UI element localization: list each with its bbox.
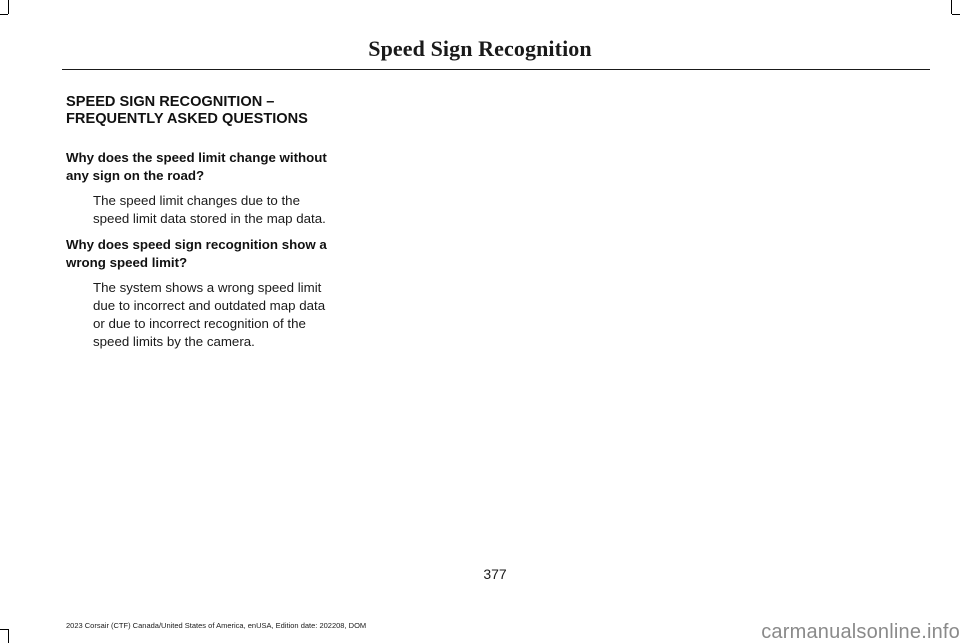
crop-mark-bottom-left-horizontal [0,629,8,630]
page-header-title: Speed Sign Recognition [368,36,592,61]
faq-question-line: wrong speed limit? [66,255,188,270]
section-heading-line: FREQUENTLY ASKED QUESTIONS [66,111,308,127]
faq-answer-line: The speed limit changes due to the [93,193,300,208]
header-rule [62,69,930,70]
crop-mark-bottom-left-vertical [8,629,9,643]
faq-answer-line: speed limit data stored in the map data. [93,211,326,226]
crop-mark-top-right-horizontal [952,14,960,15]
faq-question-line: any sign on the road? [66,168,205,183]
page-content [66,94,346,359]
watermark-link[interactable]: carmanualsonline.info [761,621,960,643]
faq-question-line: Why does speed sign recognition show a [66,237,327,252]
faq-question [66,236,346,272]
footer-edition-info: 2023 Corsair (CTF) Canada/United States of America, enUSA, Edition date: 202208, DOM [66,621,367,630]
crop-mark-top-left-horizontal [0,14,8,15]
faq-answer-line: due to incorrect and outdated map data [93,298,326,313]
faq-question-line: Why does the speed limit change without [66,150,327,165]
crop-mark-top-left-vertical [8,0,9,14]
page-number: 377 [483,566,507,582]
faq-answer [93,279,346,351]
faq-answer-line: The system shows a wrong speed limit [93,280,322,295]
faq-answer-line: speed limits by the camera. [93,334,255,349]
section-heading-line: SPEED SIGN RECOGNITION – [66,94,275,110]
faq-answer-line: or due to incorrect recognition of the [93,316,306,331]
faq-question [66,149,346,185]
faq-answer [93,192,346,228]
section-heading [66,94,346,128]
crop-mark-top-right-vertical [951,0,952,14]
